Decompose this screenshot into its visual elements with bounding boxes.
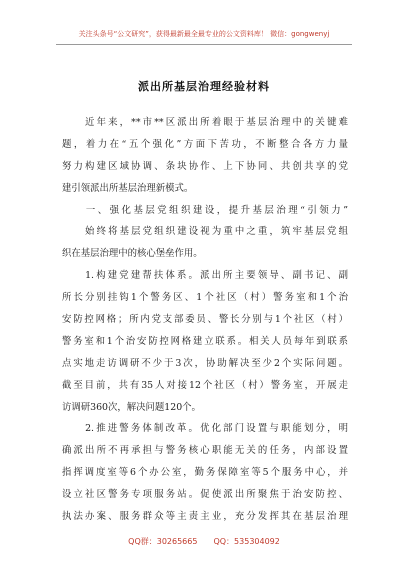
body-line: 2.推进警务体制改革。优化部门设置与职能划分，明 [62,423,348,435]
body-line: 努力构建区域协调、条块协作、上下协同、共创共享的党 [62,160,348,172]
body-line: 指挥调度室等6个办公室，勤务保障室等5个服务中心，并 [62,467,348,479]
body-line: 确派出所不再承担与警务核心职能无关的任务，内部设置 [62,445,348,457]
header-promo-note: 关注头条号“公文研究”，获得最新最全最专业的公文资料库！ 微信：gongwenyj [78,30,330,38]
footer-contact-note: QQ群：30265665 QQ：535304092 [128,537,280,546]
body-line: 执法办案、服务群众等主责主业，充分发挥其在基层治理 [62,511,348,523]
body-line: 点实地走访调研不少于3次，协助解决至少2个实际问题。 [62,357,348,369]
body-line: 建引领派出所基层治理新模式。 [62,182,194,194]
body-line: 始终将基层党组织建设视为重中之重，筑牢基层党组 [62,226,348,238]
body-line: 警务室和1个治安防控网格建立联系。相关人员每年到联系 [62,335,348,347]
document-title: 派出所基层治理经验材料 [138,80,270,93]
body-line: 1.构建党建帮扶体系。派出所主要领导、副书记、副 [62,270,348,282]
body-line: 题，着力在“五个强化”方面下苦功，不断整合各方力量 [62,138,348,150]
body-line: 所长分别挂钩1个警务区、1个社区（村）警务室和1个治 [62,292,348,304]
section-heading: 一、强化基层党组织建设，提升基层治理“引领力” [62,204,348,216]
document-body [62,112,348,528]
body-line: 访调研360次，解决问题120个。 [62,401,201,413]
body-line: 织在基层治理中的核心堡垒作用。 [62,248,203,260]
body-line: 截至目前，共有35人对接12个社区（村）警务室，开展走 [62,379,348,391]
body-line: 安防控网格；所内党支部委员、警长分别与1个社区（村） [62,314,348,326]
body-line: 设立社区警务专项服务站。促使派出所聚焦于治安防控、 [62,489,348,501]
header-divider [56,44,352,45]
body-line: 近年来，**市**区派出所着眼于基层治理中的关键难 [62,117,348,128]
